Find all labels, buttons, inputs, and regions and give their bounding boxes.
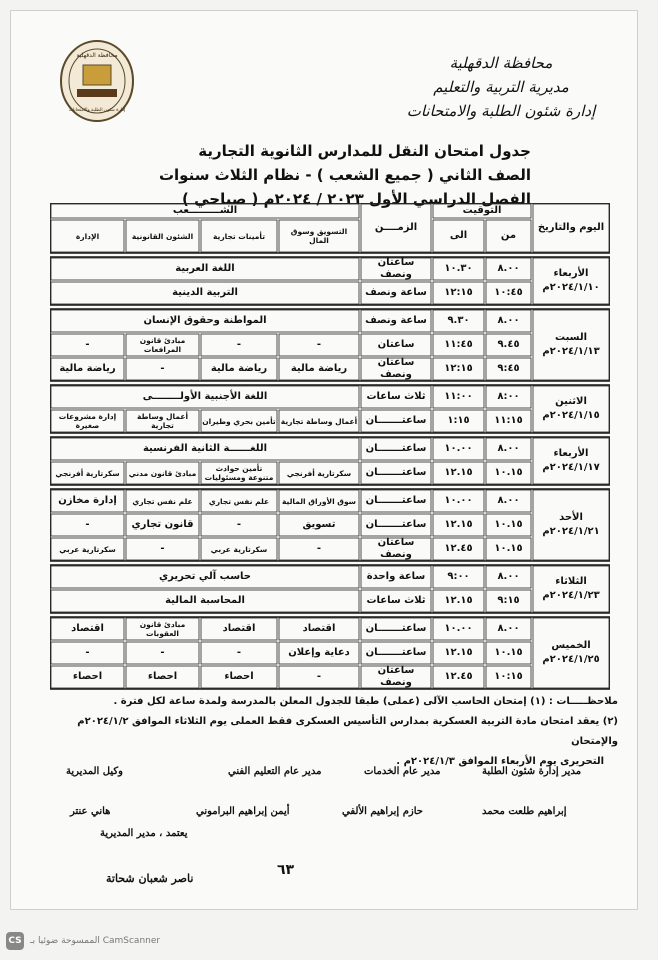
time-to: ١٢:١٥ [444, 287, 473, 298]
svg-text:محافظة الدقهلية: محافظة الدقهلية [76, 52, 118, 59]
day-date: ٢٠٢٤/١/١٧م [542, 462, 600, 473]
header-insurance: تأمينات تجارية [212, 231, 266, 241]
note-2a: (٢) يعقد امتحان مادة التربية العسكرية بمدارس التأسيس العسكرى فقط العملى يوم الثلاثاء الموافق ٢٠٢٤/١/٢م والإمتحان [77, 716, 618, 747]
time-to: ١٢:١٥ [444, 363, 473, 374]
subject-ins: - [236, 647, 242, 658]
duration: ساعتان ونصف [377, 357, 415, 380]
header-marketing: التسويق وسوق المال [290, 227, 348, 245]
day-cell [534, 257, 608, 305]
duration: ساعة ونصف [365, 287, 427, 298]
time-to: ١٢.٤٥ [444, 543, 473, 554]
header-duration: الزمــــن [374, 222, 418, 233]
time-to: ١١:٠٠ [444, 391, 473, 402]
signature-title-technical: مدير عام التعليم الفني [228, 766, 322, 777]
subject-mkt: تسويق [302, 519, 336, 530]
exam-schedule-table [50, 203, 610, 687]
day-cell [534, 437, 608, 485]
subject-admin: إدارة مخازن [58, 495, 117, 506]
note-2b: التحريرى يوم الأربعاء الموافق ٢٠٢٤/١/٣م . [396, 756, 604, 767]
subject-mkt: دعاية وإعلان [288, 647, 350, 658]
camscanner-watermark [6, 932, 160, 950]
time-to: ١٠.٣٠ [444, 263, 473, 274]
duration: ساعتـــــــان [365, 519, 427, 530]
time-to: ١٠.٠٠ [444, 623, 473, 634]
time-from: ١٠.١٥ [494, 519, 523, 530]
subject-admin: - [85, 519, 90, 530]
subject-ins: رياضة مالية [210, 363, 268, 374]
day-name: السبت [554, 332, 588, 343]
duration: ساعتان [377, 339, 415, 350]
day-cell [534, 309, 608, 381]
subject-ins: احصاء [224, 671, 254, 682]
day-cell [534, 565, 608, 613]
duration: ساعتـــــــان [365, 623, 427, 634]
day-date: ٢٠٢٤/١/١٣م [542, 346, 600, 357]
subject-all-branches: التربية الدينية [172, 287, 238, 298]
subject-mkt: - [316, 339, 322, 350]
day-name: الخميس [551, 640, 591, 651]
time-to: ١:١٥ [447, 415, 470, 426]
header-legal: الشئون القانونية [131, 231, 194, 241]
subject-legal: أعمال وساطة تجارية [136, 412, 189, 430]
signature-name-3: أيمن إبراهيم البراموني [196, 806, 290, 817]
governorate-line: محافظة الدقهلية [449, 54, 553, 72]
director-name: ناصر شعبان شحاتة [106, 872, 194, 885]
subject-all-branches: اللغة الأجنبية الأولــــــــى [142, 391, 268, 402]
header-from: من [500, 230, 517, 241]
signature-name-4: هاني عنتر [70, 806, 111, 817]
subject-admin: اقتصاد [71, 623, 104, 634]
schedule-titles [151, 139, 531, 211]
signature-title-deputy: وكيل المديرية [66, 766, 123, 777]
subject-mkt: - [316, 543, 322, 554]
time-to: ٩:٠٠ [447, 571, 470, 582]
note-1: (١) إمتحان الحاسب الآلى (عملى) طبقا للجدول المعلن بالمدرسة ولمدة ساعة لكل فترة . [113, 696, 546, 707]
subject-legal: احصاء [147, 671, 178, 682]
subject-legal: علم نفس تجاري [132, 496, 193, 506]
subject-mkt: رياضة مالية [290, 363, 348, 374]
time-to: ١٠.٠٠ [444, 495, 473, 506]
notes-label: ملاحظـــــات : [548, 696, 618, 707]
subject-mkt: سكرتارية أفرنجي [286, 468, 352, 478]
time-from: ١٠.١٥ [494, 647, 523, 658]
title-line-1: جدول امتحان النقل للمدارس الثانوية التجارية [198, 142, 531, 160]
subject-admin: سكرتارية أفرنجي [55, 468, 120, 478]
duration: ساعتان ونصف [377, 537, 415, 560]
subject-admin: سكرتارية عربي [59, 544, 116, 554]
time-from: ٨.٠٠ [497, 623, 520, 634]
subject-admin: احصاء [72, 671, 103, 682]
day-name: الأربعاء [553, 268, 589, 279]
department-line: إدارة شئون الطلبة والامتحانات [406, 102, 596, 120]
subject-ins: تأمين حوادث متنوعة ومسئوليات [204, 464, 274, 482]
day-cell [534, 617, 608, 689]
subject-all-branches: اللغــــــة الثانية الفرنسية [142, 443, 268, 454]
subject-legal: مبادئ قانون المرافعات [139, 336, 186, 354]
day-date: ٢٠٢٤/١/١٠م [542, 282, 600, 293]
duration: ساعتـــــــان [365, 415, 427, 426]
title-line-2: الصف الثاني ( جميع الشعب ) - نظام الثلاث سنوات [158, 166, 531, 184]
subject-all-branches: حاسب آلي تحريري [159, 571, 251, 582]
signature-name-2: حازم إبراهيم الألفي [342, 806, 423, 817]
header-day: اليوم والتاريخ [537, 222, 605, 233]
directorate-header [401, 51, 601, 123]
subject-admin: - [85, 647, 90, 658]
header-branches: الشـــــــــعب [172, 205, 238, 216]
duration: ساعتـــــــان [365, 495, 427, 506]
day-name: الأربعاء [553, 448, 589, 459]
time-to: ١٢.١٥ [444, 519, 473, 530]
title-line-3: الفصل الدراسي الأول ٢٠٢٣ / ٢٠٢٤م ( صباحي ) [182, 190, 531, 208]
subject-mkt: - [316, 671, 322, 682]
header-to: الى [449, 230, 468, 241]
duration: ساعتان ونصف [377, 665, 415, 688]
duration: ساعة ونصف [365, 315, 427, 326]
signature-title-students: مدير إدارة شئون الطلبة [482, 766, 582, 777]
subject-mkt: أعمال وساطة تجارية [280, 416, 358, 426]
subject-legal: مبادئ قانون مدني [128, 468, 197, 478]
header-timing: التوقيت [462, 205, 502, 216]
day-cell [534, 385, 608, 433]
duration: ساعتـــــــان [365, 443, 427, 454]
time-from: ٩.٤٥ [497, 339, 520, 350]
header-admin: الإدارة [75, 231, 100, 241]
time-from: ٨.٠٠ [497, 571, 520, 582]
subject-ins: سكرتارية عربي [210, 544, 268, 554]
day-date: ٢٠٢٤/١/٢٣م [542, 590, 600, 601]
time-from: ٨.٠٠ [497, 443, 520, 454]
day-cell [534, 489, 608, 561]
day-name: الاثنين [555, 396, 587, 407]
subject-ins: علم نفس تجاري [208, 496, 270, 506]
time-from: ٩:١٥ [497, 595, 520, 606]
time-to: ١٠.٠٠ [444, 443, 473, 454]
time-to: ١٢.٤٥ [444, 671, 473, 682]
duration: ثلاث ساعات [366, 595, 426, 606]
subject-mkt: سوق الأوراق المالية [281, 496, 357, 506]
subject-all-branches: اللغة العربية [175, 263, 235, 274]
time-from: ١٠:٤٥ [494, 287, 523, 298]
time-to: ١١:٤٥ [444, 339, 473, 350]
subject-ins: - [236, 339, 242, 350]
subject-legal: مبادئ قانون العقوبات [139, 620, 186, 638]
time-to: ١٢.١٥ [444, 647, 473, 658]
day-name: الثلاثاء [555, 576, 587, 587]
duration: ساعتان ونصف [377, 257, 415, 280]
day-name: الأحد [559, 512, 583, 523]
time-to: ١٢.١٥ [444, 467, 473, 478]
camscanner-icon: CS [6, 932, 24, 950]
subject-mkt: اقتصاد [302, 623, 336, 634]
time-from: ١٠:١٥ [494, 671, 523, 682]
time-from: ٨:٠٠ [497, 391, 520, 402]
approval-label: يعتمد ، مدير المديرية [100, 828, 188, 839]
day-date: ٢٠٢٤/١/٢١م [542, 526, 600, 537]
subject-admin: - [85, 339, 90, 350]
time-from: ١٠.١٥ [494, 543, 523, 554]
subject-admin: رياضة مالية [59, 363, 116, 374]
subject-legal: - [160, 647, 165, 658]
camscanner-text: الممسوحة ضوئيا بـ CamScanner [30, 936, 161, 946]
subject-ins: - [236, 519, 242, 530]
time-to: ٩.٣٠ [447, 315, 470, 326]
notes-section [40, 692, 618, 772]
day-date: ٢٠٢٤/١/١٥م [542, 410, 600, 421]
subject-ins: تأمين بحري وطيران [202, 416, 276, 426]
time-from: ٨.٠٠ [497, 263, 520, 274]
time-from: ٨.٠٠ [497, 315, 520, 326]
duration: ثلاث ساعات [366, 391, 426, 402]
time-to: ١٢.١٥ [444, 595, 473, 606]
subject-legal: - [160, 543, 165, 554]
time-from: ٨.٠٠ [497, 495, 520, 506]
subject-all-branches: المحاسبة المالية [165, 595, 245, 606]
subject-admin: إدارة مشروعات صغيرة [58, 412, 117, 430]
time-from: ١١:١٥ [494, 415, 523, 426]
directorate-line: مديرية التربية والتعليم [433, 78, 569, 96]
time-from: ١٠.١٥ [494, 467, 523, 478]
subject-all-branches: المواطنة وحقوق الإنسان [143, 315, 267, 326]
subject-legal: قانون تجاري [131, 519, 194, 530]
subject-ins: اقتصاد [222, 623, 256, 634]
duration: ساعتـــــــان [365, 467, 427, 478]
svg-text:إدارة شئون الطلبة والامتحانات: إدارة شئون الطلبة والامتحانات [68, 108, 126, 113]
signature-name-1: إبراهيم طلعت محمد [482, 806, 567, 817]
directorate-logo [59, 39, 135, 123]
signature-title-services: مدير عام الخدمات [364, 766, 441, 777]
duration: ساعتـــــــان [365, 647, 427, 658]
duration: ساعة واحدة [366, 571, 426, 582]
subject-legal: - [160, 363, 165, 374]
time-from: ٩:٤٥ [497, 363, 520, 374]
day-date: ٢٠٢٤/١/٢٥م [542, 654, 600, 665]
page-number: ٦٣ [277, 862, 295, 878]
